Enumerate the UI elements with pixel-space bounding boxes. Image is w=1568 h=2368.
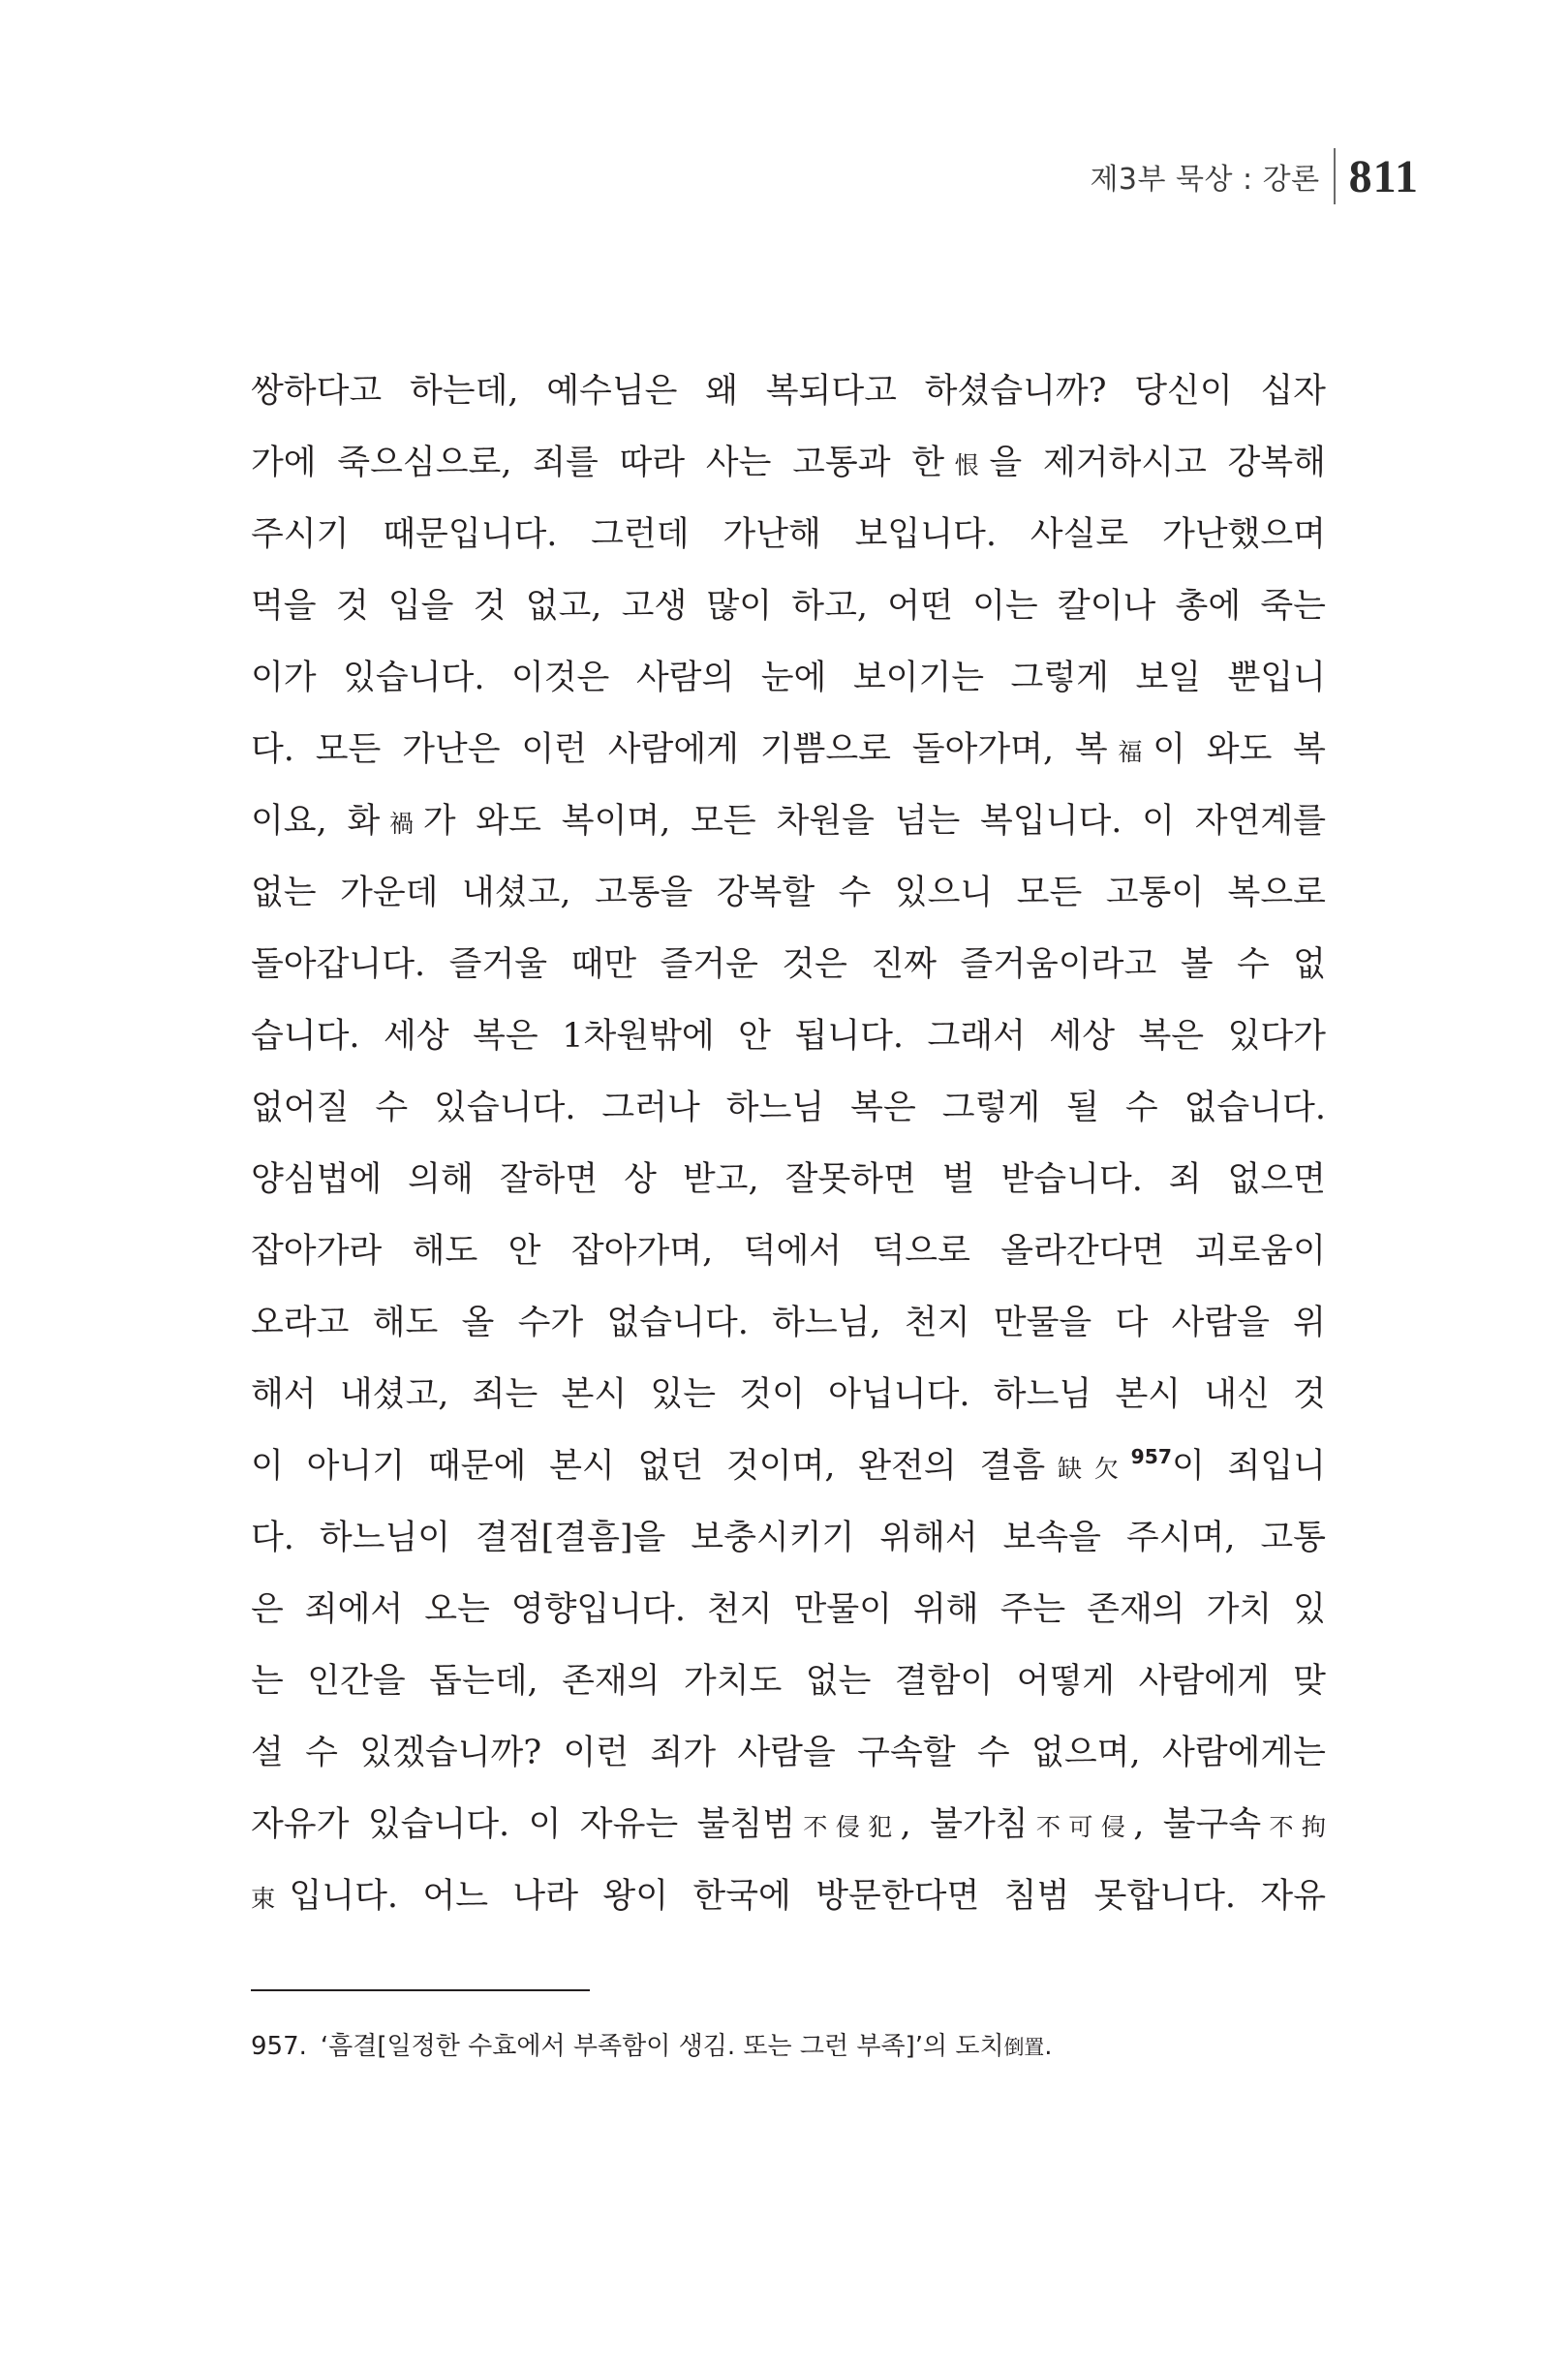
text-segment: 먹을 것 입을 것 없고, 고생 많이 하고, 어떤 이는 칼이나 총에 죽는 bbox=[251, 587, 1326, 626]
text-line bbox=[251, 929, 1326, 1000]
running-head-section: 제3부 묵상 : 강론 bbox=[1090, 163, 1320, 197]
hanja-gloss: 禍 bbox=[380, 810, 423, 838]
text-line bbox=[251, 1430, 1326, 1502]
text-line bbox=[251, 1359, 1326, 1430]
hanja-gloss: 不可侵 bbox=[1028, 1813, 1134, 1841]
text-line bbox=[251, 427, 1326, 499]
text-segment: 은 죄에서 오는 영향입니다. 천지 만물이 위해 주는 존재의 가치 있 bbox=[251, 1590, 1326, 1629]
hanja-gloss: 束 bbox=[251, 1885, 290, 1913]
text-segment: 이요, 화 bbox=[251, 802, 381, 841]
text-segment: 자유가 있습니다. 이 자유는 불침범 bbox=[251, 1805, 796, 1844]
text-line bbox=[251, 1645, 1326, 1717]
text-segment: 가 와도 복이며, 모든 차원을 넘는 복입니다. 이 자연계를 bbox=[422, 802, 1326, 841]
text-segment: 돌아갑니다. 즐거울 때만 즐거운 것은 진짜 즐거움이라고 볼 수 없 bbox=[251, 945, 1326, 984]
text-line bbox=[251, 1287, 1326, 1359]
text-line bbox=[251, 1072, 1326, 1144]
text-line bbox=[251, 1502, 1326, 1574]
text-segment: 습니다. 세상 복은 1차원밖에 안 됩니다. 그래서 세상 복은 있다가 bbox=[251, 1017, 1326, 1056]
text-segment: 오라고 해도 올 수가 없습니다. 하느님, 천지 만물을 다 사람을 위 bbox=[251, 1304, 1326, 1342]
text-segment: 이 아니기 때문에 본시 없던 것이며, 완전의 결흠 bbox=[251, 1447, 1046, 1486]
text-segment: , 불구속 bbox=[1133, 1805, 1262, 1844]
text-line bbox=[251, 1717, 1326, 1789]
hanja-gloss: 不拘 bbox=[1261, 1813, 1327, 1841]
footnote-reference: 957 bbox=[1130, 1444, 1172, 1468]
body-text bbox=[251, 355, 1326, 1932]
text-line bbox=[251, 1144, 1326, 1215]
text-line bbox=[251, 1215, 1326, 1287]
hanja-gloss: 不侵犯 bbox=[795, 1813, 901, 1841]
hanja-gloss: 福 bbox=[1107, 738, 1153, 766]
text-line bbox=[251, 714, 1326, 785]
header-divider bbox=[1334, 148, 1336, 204]
text-line bbox=[251, 1574, 1326, 1645]
text-segment: 해서 내셨고, 죄는 본시 있는 것이 아닙니다. 하느님 본시 내신 것 bbox=[251, 1375, 1326, 1414]
text-segment: 다. 하느님이 결점[결흠]을 보충시키기 위해서 보속을 주시며, 고통 bbox=[251, 1519, 1326, 1557]
footnote-text: . bbox=[1044, 2032, 1053, 2061]
footnote-number: 957. bbox=[251, 2032, 307, 2061]
text-segment: 없는 가운데 내셨고, 고통을 강복할 수 있으니 모든 고통이 복으로 bbox=[251, 874, 1326, 912]
footnote-text: ‘흠결[일정한 수효에서 부족함이 생김. 또는 그런 부족]’의 도치 bbox=[320, 2032, 1004, 2061]
hanja-gloss: 恨 bbox=[944, 451, 990, 479]
text-segment: 다. 모든 가난은 이런 사람에게 기쁨으로 돌아가며, 복 bbox=[251, 730, 1108, 769]
text-line bbox=[251, 1789, 1326, 1861]
text-segment: 을 제거하시고 강복해 bbox=[989, 444, 1326, 482]
text-line bbox=[251, 785, 1326, 857]
text-segment: 설 수 있겠습니까? 이런 죄가 사람을 구속할 수 없으며, 사람에게는 bbox=[251, 1734, 1326, 1772]
footnote-rule bbox=[251, 1989, 590, 1991]
text-segment: 쌍하다고 하는데, 예수님은 왜 복되다고 하셨습니까? 당신이 십자 bbox=[251, 372, 1326, 411]
text-line bbox=[251, 1000, 1326, 1072]
text-segment: 가에 죽으심으로, 죄를 따라 사는 고통과 한 bbox=[251, 444, 945, 482]
text-segment: 이 죄입니 bbox=[1171, 1447, 1326, 1486]
running-head bbox=[1090, 147, 1419, 205]
text-segment: 주시기 때문입니다. 그런데 가난해 보입니다. 사실로 가난했으며 bbox=[251, 515, 1326, 554]
text-line bbox=[251, 499, 1326, 570]
text-line bbox=[251, 355, 1326, 427]
footnote bbox=[251, 2026, 1326, 2068]
hanja-gloss: 缺欠 bbox=[1045, 1455, 1131, 1483]
text-segment: 입니다. 어느 나라 왕이 한국에 방문한다면 침범 못합니다. 자유 bbox=[289, 1877, 1327, 1916]
text-segment: 잡아가라 해도 안 잡아가며, 덕에서 덕으로 올라간다면 괴로움이 bbox=[251, 1232, 1326, 1271]
text-line bbox=[251, 857, 1326, 929]
text-segment: , 불가침 bbox=[900, 1805, 1029, 1844]
text-line bbox=[251, 642, 1326, 714]
text-segment: 이 와도 복 bbox=[1153, 730, 1326, 769]
text-segment: 는 인간을 돕는데, 존재의 가치도 없는 결함이 어떻게 사람에게 맞 bbox=[251, 1662, 1326, 1701]
text-line bbox=[251, 570, 1326, 642]
text-line bbox=[251, 1861, 1326, 1932]
footnote-hanja: 倒置 bbox=[1003, 2036, 1045, 2059]
text-segment: 없어질 수 있습니다. 그러나 하느님 복은 그렇게 될 수 없습니다. bbox=[251, 1089, 1326, 1127]
page-number: 811 bbox=[1348, 150, 1419, 202]
text-segment: 이가 있습니다. 이것은 사람의 눈에 보이기는 그렇게 보일 뿐입니 bbox=[251, 659, 1326, 697]
text-segment: 양심법에 의해 잘하면 상 받고, 잘못하면 벌 받습니다. 죄 없으면 bbox=[251, 1160, 1326, 1199]
